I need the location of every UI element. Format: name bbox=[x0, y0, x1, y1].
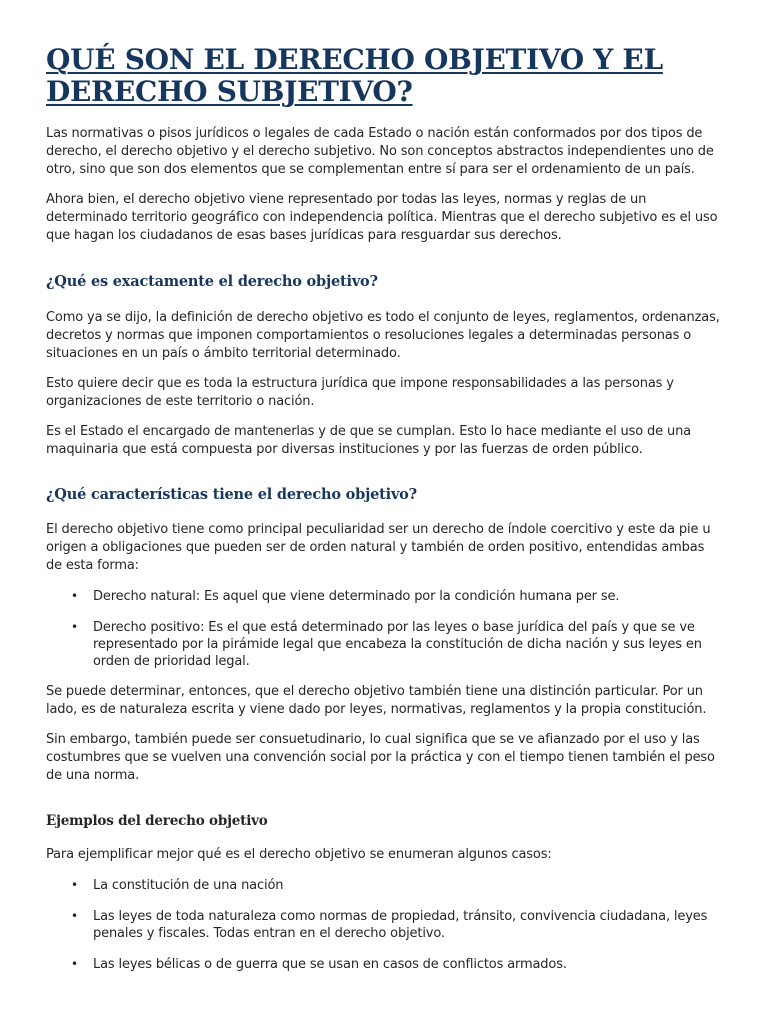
section2-heading: ¿Qué características tiene el derecho objetivo? bbox=[46, 486, 417, 503]
bullet-icon: • bbox=[71, 957, 78, 971]
bullet-icon: • bbox=[71, 909, 78, 923]
list-item bbox=[46, 908, 720, 942]
section1-paragraph-1: Como ya se dijo, la definición de derecho objetivo es todo el conjunto de leyes, reglamentos, ordenanzas, decretos y normas que imponen comportamientos o resoluciones legales a determinadas personas o situaciones en un país o ámbito territorial determinado. bbox=[46, 310, 720, 361]
list-item-text: Las leyes bélicas o de guerra que se usan en casos de conflictos armados. bbox=[93, 957, 567, 972]
section2-intro: El derecho objetivo tiene como principal peculiaridad ser un derecho de índole coercitivo y este da pie u origen a obligaciones que pueden ser de orden natural y también de orden positivo, entendidas ambas de esta forma: bbox=[46, 522, 711, 573]
bullet-icon: • bbox=[71, 589, 78, 603]
section2-bullet-list bbox=[46, 588, 720, 670]
bullet-icon: • bbox=[71, 620, 78, 634]
title-line-2: DERECHO SUBJETIVO? bbox=[46, 75, 413, 108]
section2-paragraph-2: Sin embargo, también puede ser consuetudinario, lo cual significa que se ve afianzado por el uso y las costumbres que se vuelven una convención social por la práctica y con el tiempo tienen también el peso de una norma. bbox=[46, 732, 715, 783]
intro-paragraph-2: Ahora bien, el derecho objetivo viene representado por todas las leyes, normas y reglas de un determinado territorio geográfico con independencia política. Mientras que el derecho subjetivo es el uso que hagan los ciudadanos de esas bases jurídicas para resguardar sus derechos. bbox=[46, 192, 718, 243]
list-item bbox=[46, 588, 720, 605]
list-item bbox=[46, 956, 720, 973]
intro-paragraph-1: Las normativas o pisos jurídicos o legales de cada Estado o nación están conformados por dos tipos de derecho, el derecho objetivo y el derecho subjetivo. No son conceptos abstractos independientes uno de otro, sino que son dos elementos que se complementan entre sí para ser el ordenamiento de un país. bbox=[46, 126, 714, 177]
list-item-text: La constitución de una nación bbox=[93, 878, 284, 893]
document-page bbox=[46, 44, 720, 973]
list-item bbox=[46, 877, 720, 894]
section3-heading: Ejemplos del derecho objetivo bbox=[46, 813, 268, 829]
section3-bullet-list bbox=[46, 877, 720, 973]
list-item bbox=[46, 619, 720, 670]
section3-intro: Para ejemplificar mejor qué es el derecho objetivo se enumeran algunos casos: bbox=[46, 847, 552, 862]
list-item-text: Las leyes de toda naturaleza como normas de propiedad, tránsito, convivencia ciudadana, leyes penales y fiscales. Todas entran en el derecho objetivo. bbox=[93, 909, 708, 941]
section1-paragraph-3: Es el Estado el encargado de mantenerlas y de que se cumplan. Esto lo hace mediante el uso de una maquinaria que está compuesta por diversas instituciones y por las fuerzas de orden público. bbox=[46, 424, 691, 457]
section2-paragraph-1: Se puede determinar, entonces, que el derecho objetivo también tiene una distinción particular. Por un lado, es de naturaleza escrita y viene dado por leyes, normativas, reglamentos y la propia constitución. bbox=[46, 684, 707, 717]
section1-heading: ¿Qué es exactamente el derecho objetivo? bbox=[46, 273, 378, 290]
title-line-1: QUÉ SON EL DERECHO OBJETIVO Y EL bbox=[46, 43, 663, 76]
section1-paragraph-2: Esto quiere decir que es toda la estructura jurídica que impone responsabilidades a las personas y organizaciones de este territorio o nación. bbox=[46, 376, 674, 409]
list-item-text: Derecho natural: Es aquel que viene determinado por la condición humana per se. bbox=[93, 589, 620, 604]
bullet-icon: • bbox=[71, 878, 78, 892]
page-title bbox=[46, 44, 720, 108]
list-item-text: Derecho positivo: Es el que está determinado por las leyes o base jurídica del país y que se ve representado por la pirámide legal que encabeza la constitución de dicha nación y sus leyes en orden de prioridad legal. bbox=[93, 620, 702, 669]
